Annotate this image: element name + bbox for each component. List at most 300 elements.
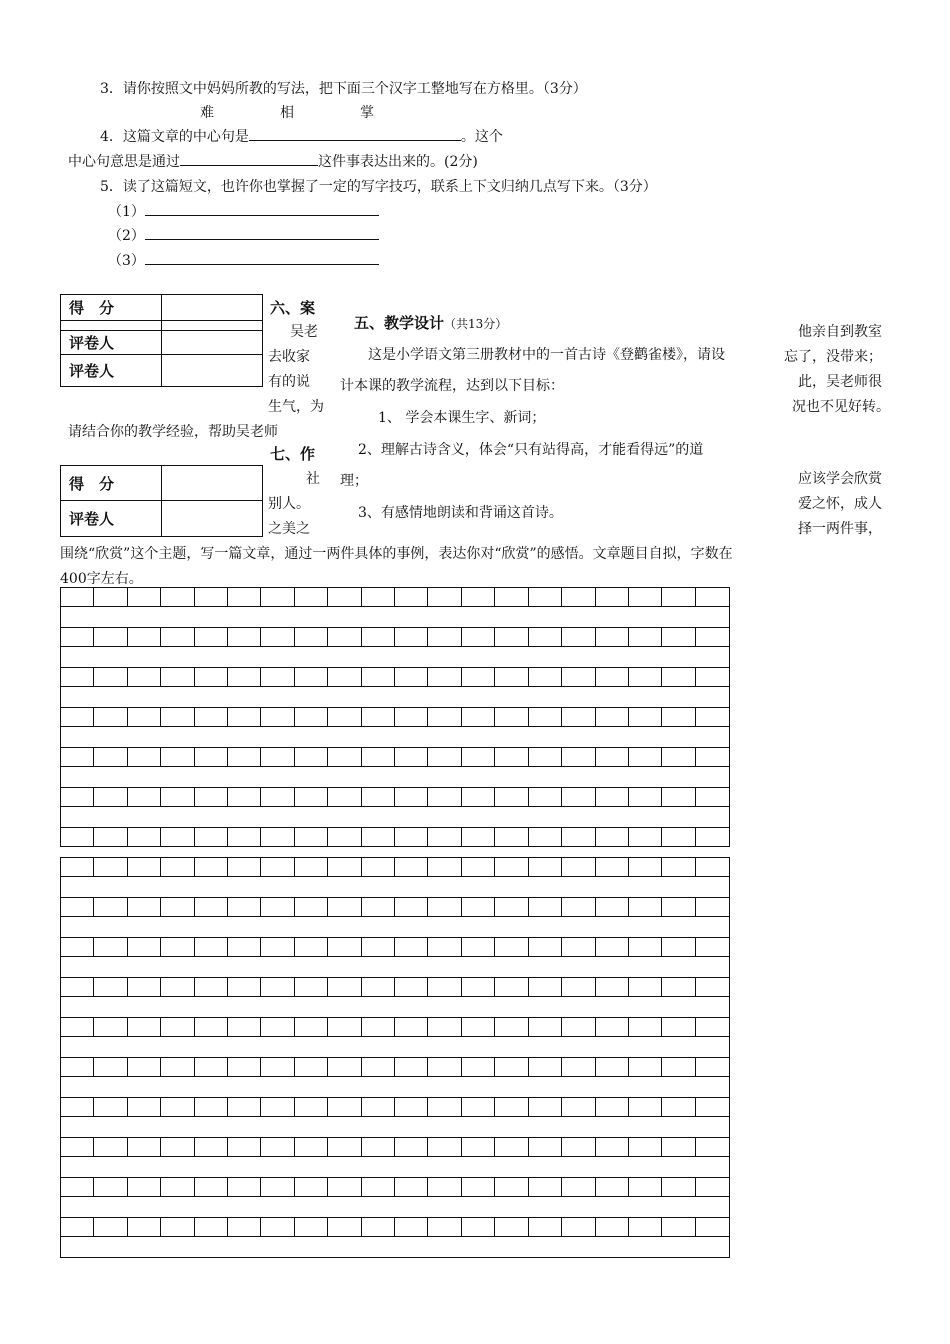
grid-cell[interactable] xyxy=(395,748,428,766)
grid-cell[interactable] xyxy=(128,1058,161,1076)
grid-cell[interactable] xyxy=(161,938,194,956)
grid-cell[interactable] xyxy=(128,978,161,996)
grid-cell[interactable] xyxy=(161,828,194,846)
grid-cell[interactable] xyxy=(328,588,361,606)
grid-cell[interactable] xyxy=(428,748,461,766)
grid-cell[interactable] xyxy=(328,708,361,726)
grid-cell[interactable] xyxy=(662,1218,695,1236)
grid-cell[interactable] xyxy=(195,788,228,806)
grid-cell[interactable] xyxy=(428,1018,461,1036)
grid-cell[interactable] xyxy=(362,1218,395,1236)
grid-cell[interactable] xyxy=(61,828,94,846)
grid-cell[interactable] xyxy=(428,788,461,806)
grid-cell[interactable] xyxy=(696,708,729,726)
grid-cell[interactable] xyxy=(562,1058,595,1076)
grid-cell[interactable] xyxy=(562,1178,595,1196)
grid-cell[interactable] xyxy=(395,668,428,686)
grid-cell[interactable] xyxy=(128,748,161,766)
grid-cell[interactable] xyxy=(395,1218,428,1236)
grid-cell[interactable] xyxy=(696,668,729,686)
grid-cell[interactable] xyxy=(428,1178,461,1196)
grid-cell[interactable] xyxy=(61,788,94,806)
grid-cell[interactable] xyxy=(128,1178,161,1196)
grid-cell[interactable] xyxy=(61,1098,94,1116)
grid-cell[interactable] xyxy=(428,938,461,956)
grid-cell[interactable] xyxy=(61,1058,94,1076)
grid-cell[interactable] xyxy=(696,828,729,846)
grid-cell[interactable] xyxy=(295,1138,328,1156)
grid-cell[interactable] xyxy=(529,668,562,686)
grid-cell[interactable] xyxy=(228,858,261,876)
grid-cell[interactable] xyxy=(462,978,495,996)
grid-cell[interactable] xyxy=(61,1018,94,1036)
grid-cell[interactable] xyxy=(629,1218,662,1236)
grid-cell[interactable] xyxy=(395,588,428,606)
grid-cell[interactable] xyxy=(562,788,595,806)
grid-cell[interactable] xyxy=(662,788,695,806)
grid-cell[interactable] xyxy=(696,1138,729,1156)
grid-cell[interactable] xyxy=(295,858,328,876)
grid-cell[interactable] xyxy=(428,978,461,996)
grid-cell[interactable] xyxy=(61,938,94,956)
grid-cell[interactable] xyxy=(295,668,328,686)
grid-cell[interactable] xyxy=(629,828,662,846)
grid-cell[interactable] xyxy=(529,978,562,996)
grid-cell[interactable] xyxy=(128,668,161,686)
grid-cell[interactable] xyxy=(261,828,294,846)
grid-cell[interactable] xyxy=(61,898,94,916)
grid-cell[interactable] xyxy=(328,858,361,876)
grid-cell[interactable] xyxy=(228,668,261,686)
grid-cell[interactable] xyxy=(228,938,261,956)
grid-cell[interactable] xyxy=(662,588,695,606)
grid-cell[interactable] xyxy=(228,1058,261,1076)
grid-cell[interactable] xyxy=(395,1058,428,1076)
grid-cell[interactable] xyxy=(228,978,261,996)
grid-cell[interactable] xyxy=(696,898,729,916)
grid-cell[interactable] xyxy=(195,1178,228,1196)
grid-cell[interactable] xyxy=(495,938,528,956)
grid-cell[interactable] xyxy=(529,1138,562,1156)
grid-cell[interactable] xyxy=(529,628,562,646)
grid-cell[interactable] xyxy=(462,668,495,686)
grid-cell[interactable] xyxy=(362,1098,395,1116)
grid-cell[interactable] xyxy=(328,1218,361,1236)
grid-cell[interactable] xyxy=(94,978,127,996)
grid-cell[interactable] xyxy=(662,1178,695,1196)
grid-cell[interactable] xyxy=(562,1098,595,1116)
grid-cell[interactable] xyxy=(94,1178,127,1196)
grid-cell[interactable] xyxy=(596,858,629,876)
grid-cell[interactable] xyxy=(596,1058,629,1076)
grid-cell[interactable] xyxy=(128,828,161,846)
grid-cell[interactable] xyxy=(428,1138,461,1156)
grid-cell[interactable] xyxy=(662,978,695,996)
grid-cell[interactable] xyxy=(261,668,294,686)
grid-cell[interactable] xyxy=(562,1018,595,1036)
grid-cell[interactable] xyxy=(195,1138,228,1156)
grid-cell[interactable] xyxy=(362,668,395,686)
grid-cell[interactable] xyxy=(94,1138,127,1156)
grid-cell[interactable] xyxy=(529,1058,562,1076)
grid-cell[interactable] xyxy=(94,858,127,876)
grid-cell[interactable] xyxy=(428,668,461,686)
grid-cell[interactable] xyxy=(428,1098,461,1116)
grid-cell[interactable] xyxy=(562,828,595,846)
grid-cell[interactable] xyxy=(128,938,161,956)
grid-cell[interactable] xyxy=(629,628,662,646)
grid-cell[interactable] xyxy=(295,938,328,956)
grid-cell[interactable] xyxy=(662,1058,695,1076)
grid-cell[interactable] xyxy=(629,898,662,916)
grid-cell[interactable] xyxy=(362,1178,395,1196)
grid-cell[interactable] xyxy=(128,588,161,606)
grid-cell[interactable] xyxy=(128,1138,161,1156)
grid-cell[interactable] xyxy=(195,898,228,916)
grid-cell[interactable] xyxy=(261,858,294,876)
grid-cell[interactable] xyxy=(529,708,562,726)
grid-cell[interactable] xyxy=(61,1178,94,1196)
grid-cell[interactable] xyxy=(61,748,94,766)
grid-cell[interactable] xyxy=(462,588,495,606)
grid-cell[interactable] xyxy=(94,1218,127,1236)
grid-cell[interactable] xyxy=(228,628,261,646)
grid-cell[interactable] xyxy=(228,1178,261,1196)
grid-cell[interactable] xyxy=(462,858,495,876)
grid-cell[interactable] xyxy=(161,1098,194,1116)
grid-cell[interactable] xyxy=(462,1098,495,1116)
grid-cell[interactable] xyxy=(161,628,194,646)
grid-cell[interactable] xyxy=(328,1018,361,1036)
grid-cell[interactable] xyxy=(261,588,294,606)
grid-cell[interactable] xyxy=(395,628,428,646)
grid-cell[interactable] xyxy=(696,1058,729,1076)
grid-cell[interactable] xyxy=(529,788,562,806)
grid-cell[interactable] xyxy=(596,1218,629,1236)
grid-cell[interactable] xyxy=(61,1138,94,1156)
grid-cell[interactable] xyxy=(395,1098,428,1116)
grid-cell[interactable] xyxy=(462,898,495,916)
grid-cell[interactable] xyxy=(161,1018,194,1036)
grid-cell[interactable] xyxy=(462,828,495,846)
grid-cell[interactable] xyxy=(161,788,194,806)
grid-cell[interactable] xyxy=(195,978,228,996)
grid-cell[interactable] xyxy=(161,708,194,726)
grid-cell[interactable] xyxy=(61,708,94,726)
grid-cell[interactable] xyxy=(94,588,127,606)
grid-cell[interactable] xyxy=(495,1218,528,1236)
grid-cell[interactable] xyxy=(195,858,228,876)
q5-blank-1[interactable] xyxy=(145,201,379,216)
grid-cell[interactable] xyxy=(61,628,94,646)
grid-cell[interactable] xyxy=(462,1138,495,1156)
grid-cell[interactable] xyxy=(195,668,228,686)
grid-cell[interactable] xyxy=(228,1098,261,1116)
grid-cell[interactable] xyxy=(261,1058,294,1076)
grid-cell[interactable] xyxy=(662,898,695,916)
q5-blank-3[interactable] xyxy=(145,250,379,265)
composition-grid-block-2[interactable] xyxy=(60,857,730,1258)
grid-cell[interactable] xyxy=(629,1058,662,1076)
grid-cell[interactable] xyxy=(228,1138,261,1156)
grid-cell[interactable] xyxy=(228,588,261,606)
grid-cell[interactable] xyxy=(629,668,662,686)
grid-cell[interactable] xyxy=(529,748,562,766)
grid-cell[interactable] xyxy=(328,1058,361,1076)
grid-cell[interactable] xyxy=(328,828,361,846)
grid-cell[interactable] xyxy=(662,828,695,846)
grid-cell[interactable] xyxy=(529,898,562,916)
grid-cell[interactable] xyxy=(228,788,261,806)
grid-cell[interactable] xyxy=(428,1058,461,1076)
score-cell[interactable] xyxy=(162,295,263,321)
grid-cell[interactable] xyxy=(529,938,562,956)
grid-cell[interactable] xyxy=(562,708,595,726)
grid-cell[interactable] xyxy=(662,938,695,956)
grid-cell[interactable] xyxy=(562,938,595,956)
grid-cell[interactable] xyxy=(495,1098,528,1116)
grid-cell[interactable] xyxy=(462,1178,495,1196)
grid-cell[interactable] xyxy=(362,978,395,996)
grid-cell[interactable] xyxy=(195,1098,228,1116)
grid-cell[interactable] xyxy=(328,628,361,646)
grid-cell[interactable] xyxy=(362,1018,395,1036)
grid-cell[interactable] xyxy=(662,708,695,726)
grid-cell[interactable] xyxy=(596,1018,629,1036)
grid-cell[interactable] xyxy=(362,588,395,606)
grid-cell[interactable] xyxy=(328,938,361,956)
grid-cell[interactable] xyxy=(228,1018,261,1036)
grid-cell[interactable] xyxy=(395,708,428,726)
grid-cell[interactable] xyxy=(662,1018,695,1036)
grid-cell[interactable] xyxy=(94,1018,127,1036)
grid-cell[interactable] xyxy=(328,748,361,766)
grid-cell[interactable] xyxy=(362,628,395,646)
grid-cell[interactable] xyxy=(529,1098,562,1116)
grid-cell[interactable] xyxy=(261,1098,294,1116)
grid-cell[interactable] xyxy=(495,1138,528,1156)
grid-cell[interactable] xyxy=(495,788,528,806)
grid-cell[interactable] xyxy=(94,828,127,846)
grid-cell[interactable] xyxy=(662,1098,695,1116)
grid-cell[interactable] xyxy=(295,1218,328,1236)
grid-cell[interactable] xyxy=(395,858,428,876)
grid-cell[interactable] xyxy=(295,748,328,766)
grid-cell[interactable] xyxy=(328,978,361,996)
grid-cell[interactable] xyxy=(462,788,495,806)
grid-cell[interactable] xyxy=(596,588,629,606)
grid-cell[interactable] xyxy=(428,858,461,876)
grid-cell[interactable] xyxy=(462,1018,495,1036)
grid-cell[interactable] xyxy=(295,1058,328,1076)
grid-cell[interactable] xyxy=(529,1178,562,1196)
grid-cell[interactable] xyxy=(629,1138,662,1156)
grid-cell[interactable] xyxy=(395,1178,428,1196)
grid-cell[interactable] xyxy=(61,1218,94,1236)
grid-cell[interactable] xyxy=(395,1138,428,1156)
grid-cell[interactable] xyxy=(128,1018,161,1036)
grid-cell[interactable] xyxy=(128,708,161,726)
grid-cell[interactable] xyxy=(61,978,94,996)
grid-cell[interactable] xyxy=(562,1218,595,1236)
grid-cell[interactable] xyxy=(495,588,528,606)
grid-cell[interactable] xyxy=(195,828,228,846)
grid-cell[interactable] xyxy=(529,858,562,876)
grid-cell[interactable] xyxy=(696,858,729,876)
grid-cell[interactable] xyxy=(462,628,495,646)
grid-cell[interactable] xyxy=(328,788,361,806)
grid-cell[interactable] xyxy=(261,1018,294,1036)
grid-cell[interactable] xyxy=(328,668,361,686)
grid-cell[interactable] xyxy=(94,708,127,726)
grid-cell[interactable] xyxy=(662,628,695,646)
grid-cell[interactable] xyxy=(94,938,127,956)
grid-cell[interactable] xyxy=(495,858,528,876)
grid-cell[interactable] xyxy=(128,898,161,916)
grid-cell[interactable] xyxy=(161,1058,194,1076)
grid-cell[interactable] xyxy=(495,978,528,996)
grid-cell[interactable] xyxy=(161,1178,194,1196)
grid-cell[interactable] xyxy=(261,938,294,956)
grid-cell[interactable] xyxy=(195,938,228,956)
grid-cell[interactable] xyxy=(94,628,127,646)
grid-cell[interactable] xyxy=(696,1018,729,1036)
grid-cell[interactable] xyxy=(228,898,261,916)
grid-cell[interactable] xyxy=(328,1098,361,1116)
grid-cell[interactable] xyxy=(529,828,562,846)
grid-cell[interactable] xyxy=(562,748,595,766)
grid-cell[interactable] xyxy=(195,628,228,646)
grid-cell[interactable] xyxy=(696,628,729,646)
grid-cell[interactable] xyxy=(629,1018,662,1036)
grid-cell[interactable] xyxy=(696,788,729,806)
q4-blank-central-sentence[interactable] xyxy=(249,126,461,141)
grid-cell[interactable] xyxy=(495,1178,528,1196)
grid-cell[interactable] xyxy=(261,1178,294,1196)
grader-cell-2[interactable] xyxy=(162,355,263,387)
grid-cell[interactable] xyxy=(228,748,261,766)
grid-cell[interactable] xyxy=(228,708,261,726)
grid-cell[interactable] xyxy=(596,1178,629,1196)
grid-cell[interactable] xyxy=(696,588,729,606)
grid-cell[interactable] xyxy=(596,628,629,646)
grid-cell[interactable] xyxy=(596,938,629,956)
grid-cell[interactable] xyxy=(128,1098,161,1116)
grid-cell[interactable] xyxy=(261,1138,294,1156)
grid-cell[interactable] xyxy=(261,708,294,726)
grid-cell[interactable] xyxy=(395,788,428,806)
grid-cell[interactable] xyxy=(495,898,528,916)
grid-cell[interactable] xyxy=(462,708,495,726)
grid-cell[interactable] xyxy=(696,938,729,956)
grid-cell[interactable] xyxy=(128,1218,161,1236)
grid-cell[interactable] xyxy=(428,828,461,846)
grid-cell[interactable] xyxy=(94,748,127,766)
grid-cell[interactable] xyxy=(261,898,294,916)
grid-cell[interactable] xyxy=(562,588,595,606)
q4-blank-event[interactable] xyxy=(180,151,318,166)
grid-cell[interactable] xyxy=(161,898,194,916)
grid-cell[interactable] xyxy=(395,898,428,916)
grid-cell[interactable] xyxy=(462,748,495,766)
grid-cell[interactable] xyxy=(562,1138,595,1156)
grid-cell[interactable] xyxy=(395,1018,428,1036)
grid-cell[interactable] xyxy=(596,748,629,766)
grid-cell[interactable] xyxy=(696,1178,729,1196)
grid-cell[interactable] xyxy=(428,898,461,916)
grid-cell[interactable] xyxy=(161,858,194,876)
grid-cell[interactable] xyxy=(395,978,428,996)
grid-cell[interactable] xyxy=(362,788,395,806)
grid-cell[interactable] xyxy=(261,748,294,766)
grid-cell[interactable] xyxy=(261,628,294,646)
grader-cell[interactable] xyxy=(162,501,263,537)
grid-cell[interactable] xyxy=(295,828,328,846)
grid-cell[interactable] xyxy=(662,1138,695,1156)
grid-cell[interactable] xyxy=(161,978,194,996)
grid-cell[interactable] xyxy=(295,1018,328,1036)
grid-cell[interactable] xyxy=(529,588,562,606)
grid-cell[interactable] xyxy=(629,708,662,726)
grid-cell[interactable] xyxy=(395,938,428,956)
grid-cell[interactable] xyxy=(395,828,428,846)
grid-cell[interactable] xyxy=(462,938,495,956)
grid-cell[interactable] xyxy=(261,978,294,996)
grid-cell[interactable] xyxy=(195,748,228,766)
grid-cell[interactable] xyxy=(629,1178,662,1196)
grader-cell[interactable] xyxy=(162,331,263,355)
grid-cell[interactable] xyxy=(295,628,328,646)
grid-cell[interactable] xyxy=(295,1178,328,1196)
grid-cell[interactable] xyxy=(562,898,595,916)
grid-cell[interactable] xyxy=(662,858,695,876)
grid-cell[interactable] xyxy=(362,828,395,846)
grid-cell[interactable] xyxy=(495,668,528,686)
grid-cell[interactable] xyxy=(161,748,194,766)
grid-cell[interactable] xyxy=(629,788,662,806)
grid-cell[interactable] xyxy=(696,1098,729,1116)
grid-cell[interactable] xyxy=(128,788,161,806)
q5-blank-2[interactable] xyxy=(145,225,379,240)
grid-cell[interactable] xyxy=(495,828,528,846)
grid-cell[interactable] xyxy=(462,1058,495,1076)
grid-cell[interactable] xyxy=(328,1138,361,1156)
grid-cell[interactable] xyxy=(629,588,662,606)
grid-cell[interactable] xyxy=(228,1218,261,1236)
grid-cell[interactable] xyxy=(562,668,595,686)
grid-cell[interactable] xyxy=(696,1218,729,1236)
grid-cell[interactable] xyxy=(596,788,629,806)
grid-cell[interactable] xyxy=(295,978,328,996)
grid-cell[interactable] xyxy=(94,1058,127,1076)
grid-cell[interactable] xyxy=(596,1098,629,1116)
grid-cell[interactable] xyxy=(94,788,127,806)
grid-cell[interactable] xyxy=(495,1058,528,1076)
grid-cell[interactable] xyxy=(495,748,528,766)
grid-cell[interactable] xyxy=(495,708,528,726)
grid-cell[interactable] xyxy=(629,858,662,876)
grid-cell[interactable] xyxy=(562,858,595,876)
grid-cell[interactable] xyxy=(61,668,94,686)
grid-cell[interactable] xyxy=(596,708,629,726)
grid-cell[interactable] xyxy=(161,588,194,606)
grid-cell[interactable] xyxy=(696,978,729,996)
grid-cell[interactable] xyxy=(495,1018,528,1036)
grid-cell[interactable] xyxy=(629,1098,662,1116)
grid-cell[interactable] xyxy=(94,898,127,916)
grid-cell[interactable] xyxy=(428,628,461,646)
grid-cell[interactable] xyxy=(362,748,395,766)
